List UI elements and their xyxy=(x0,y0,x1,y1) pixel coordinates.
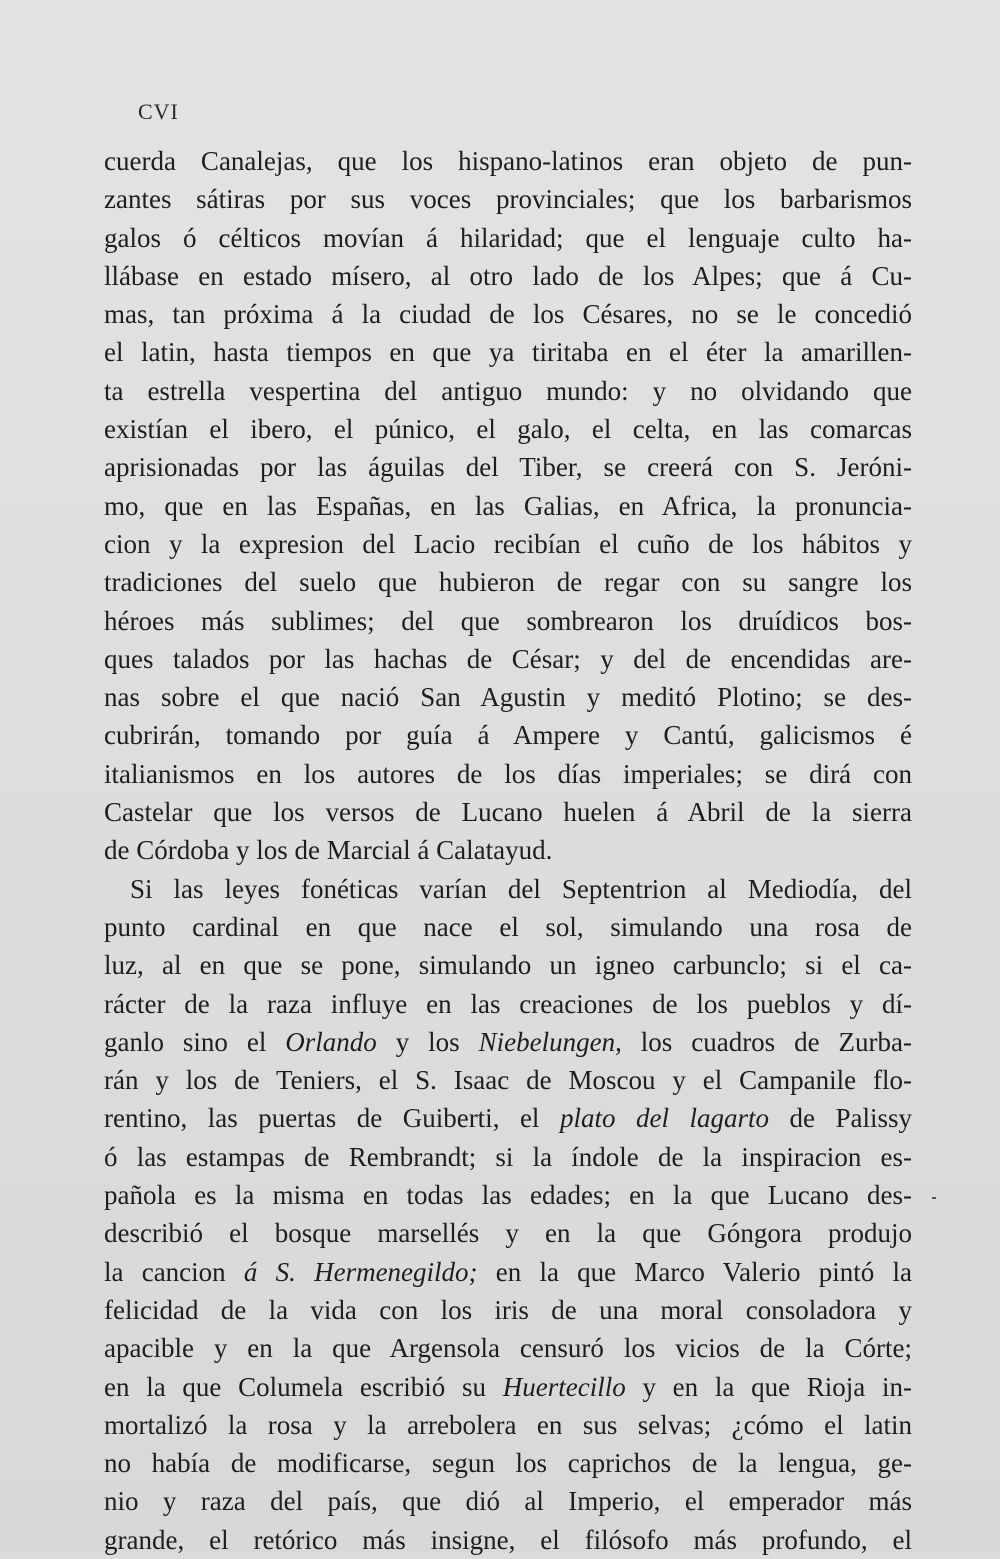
text-line xyxy=(104,1023,912,1061)
paragraph-2 xyxy=(104,870,912,1559)
text-line: ó las estampas de Rembrandt; si la índole de la inspiracion es- xyxy=(104,1141,912,1172)
text-line xyxy=(104,1368,912,1406)
text-line: de Córdoba y los de Marcial á Calatayud. xyxy=(104,835,553,866)
text-line: apacible y en la que Argensola censuró los vicios de la Córte; xyxy=(104,1333,912,1364)
text-line: nas sobre el que nació San Agustin y meditó Plotino; se des- xyxy=(104,682,912,713)
text-line: galos ó célticos movían á hilaridad; que el lenguaje culto ha- xyxy=(104,222,912,253)
text-line: no había de modificarse, segun los caprichos de la lengua, ge- xyxy=(104,1448,912,1479)
text-run: , los cuadros de Zurba- xyxy=(615,1026,912,1057)
text-line: héroes más sublimes; del que sombrearon los druídicos bos- xyxy=(104,605,912,636)
paragraph-1 xyxy=(104,142,912,870)
text-line: nio y raza del país, que dió al Imperio, el emperador más xyxy=(104,1486,912,1517)
text-line: felicidad de la vida con los iris de una moral consoladora y xyxy=(104,1294,912,1325)
text-line xyxy=(104,1099,912,1137)
text-run: y en la que Rioja in- xyxy=(625,1371,912,1402)
italic-title: plato del lagarto xyxy=(559,1103,769,1134)
italic-title: Huertecillo xyxy=(502,1371,626,1402)
text-line: luz, al en que se pone, simulando un igneo carbunclo; si el ca- xyxy=(104,950,912,981)
text-line: grande, el retórico más insigne, el filósofo más profundo, el xyxy=(104,1524,912,1555)
text-line: existían el ibero, el púnico, el galo, el celta, en las comarcas xyxy=(104,414,912,445)
page-number: CVI xyxy=(138,99,179,124)
text-line: tradiciones del suelo que hubieron de regar con su sangre los xyxy=(104,567,912,598)
text-run: rentino, las puertas de Guiberti, el xyxy=(104,1103,560,1134)
text-run: de Palissy xyxy=(768,1103,913,1134)
text-line: rán y los de Teniers, el S. Isaac de Moscou y el Campanile flo- xyxy=(104,1065,912,1096)
text-line: describió el bosque marsellés y en la que Góngora produjo xyxy=(104,1218,912,1249)
text-line: cion y la expresion del Lacio recibían el cuño de los hábitos y xyxy=(104,528,912,559)
text-line: aprisionadas por las águilas del Tiber, se creerá con S. Jeróni- xyxy=(104,452,912,483)
text-line: llábase en estado mísero, al otro lado de los Alpes; que á Cu- xyxy=(104,260,912,291)
text-line: mo, que en las Españas, en las Galias, en Africa, la pronuncia- xyxy=(104,490,912,521)
text-run: la cancion xyxy=(104,1256,244,1287)
text-line: ta estrella vespertina del antiguo mundo: y no olvidando que xyxy=(104,375,912,406)
text-run: ganlo sino el xyxy=(104,1026,286,1057)
text-line: el latin, hasta tiempos en que ya tiritaba en el éter la amarillen- xyxy=(104,337,912,368)
ink-speck xyxy=(932,1197,936,1199)
text-line: Castelar que los versos de Lucano huelen á Abril de la sierra xyxy=(104,797,912,828)
text-run: en la que Columela escribió su xyxy=(104,1371,503,1402)
text-line: Si las leyes fonéticas varían del Septentrion al Mediodía, del xyxy=(130,873,912,904)
text-line: ques talados por las hachas de César; y del de encendidas are- xyxy=(104,643,912,674)
text-line: punto cardinal en que nace el sol, simulando una rosa de xyxy=(104,911,912,942)
italic-title: Orlando xyxy=(285,1026,377,1057)
italic-title: á S. Hermenegildo; xyxy=(243,1256,478,1287)
text-line: zantes sátiras por sus voces provinciales; que los barbarismos xyxy=(104,184,912,215)
text-line: pañola es la misma en todas las edades; en la que Lucano des- xyxy=(104,1180,912,1211)
text-line: mortalizó la rosa y la arrebolera en sus selvas; ¿cómo el latin xyxy=(104,1409,912,1440)
body-text xyxy=(104,142,912,1559)
text-line: mas, tan próxima á la ciudad de los Césares, no se le concedió xyxy=(104,299,912,330)
text-run: en la que Marco Valerio pintó la xyxy=(477,1256,912,1287)
text-line: italianismos en los autores de los días imperiales; se dirá con xyxy=(104,758,912,789)
text-line: cubrirán, tomando por guía á Ampere y Cantú, galicismos é xyxy=(104,720,912,751)
italic-title: Niebelungen xyxy=(478,1026,616,1057)
text-run: y los xyxy=(376,1026,479,1057)
text-line: rácter de la raza influye en las creaciones de los pueblos y dí- xyxy=(104,988,912,1019)
text-line: cuerda Canalejas, que los hispano-latinos eran objeto de pun- xyxy=(104,146,912,176)
text-line xyxy=(104,1253,912,1291)
